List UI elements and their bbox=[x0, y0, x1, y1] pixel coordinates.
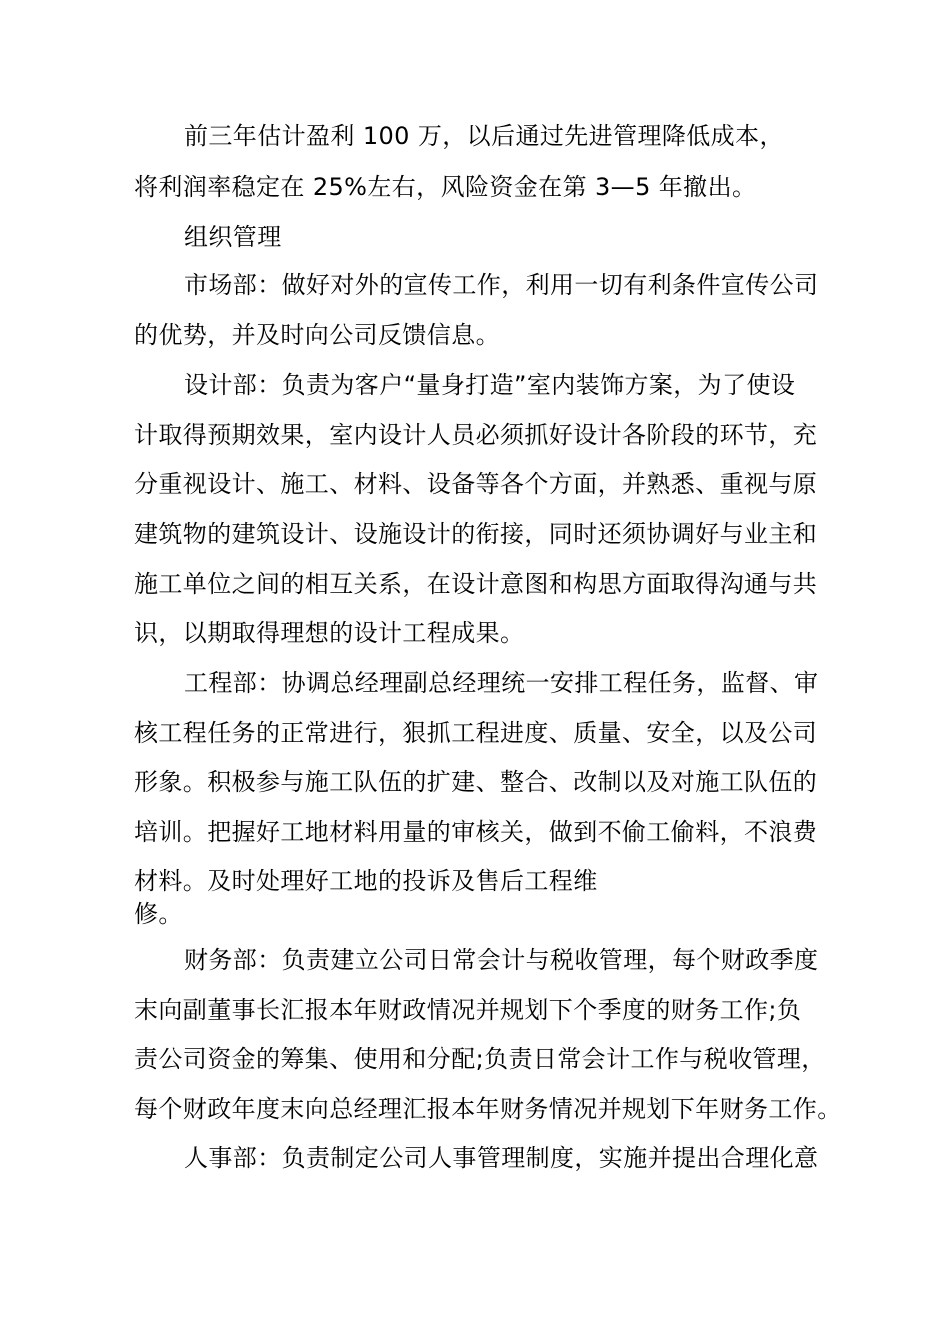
paragraph-line: 末向副董事长汇报本年财政情况并规划下个季度的财务工作;负 bbox=[134, 996, 802, 1024]
paragraph-line: 工程部：协调总经理副总经理统一安排工程任务，监督、审 bbox=[184, 669, 819, 697]
paragraph-line: 每个财政年度末向总经理汇报本年财务情况并规划下年财务工作。 bbox=[134, 1095, 842, 1123]
paragraph-line: 形象。积极参与施工队伍的扩建、整合、改制以及对施工队伍的 bbox=[134, 768, 818, 796]
paragraph-line: 材料。及时处理好工地的投诉及售后工程维 bbox=[134, 867, 598, 895]
paragraph-line: 设计部：负责为客户“量身打造”室内装饰方案，为了使设 bbox=[184, 371, 796, 399]
paragraph-line: 培训。把握好工地材料用量的审核关，做到不偷工偷料，不浪费 bbox=[134, 818, 818, 846]
paragraph-line: 责公司资金的筹集、使用和分配;负责日常会计工作与税收管理， bbox=[134, 1045, 826, 1073]
paragraph-line: 的优势，并及时向公司反馈信息。 bbox=[134, 321, 500, 349]
paragraph-line: 分重视设计、施工、材料、设备等各个方面，并熟悉、重视与原 bbox=[134, 470, 818, 498]
paragraph-line: 计取得预期效果，室内设计人员必须抓好设计各阶段的环节，充 bbox=[134, 421, 818, 449]
paragraph-line: 财务部：负责建立公司日常会计与税收管理，每个财政季度 bbox=[184, 946, 819, 974]
paragraph-line: 将利润率稳定在 25%左右，风险资金在第 3—5 年撤出。 bbox=[134, 173, 757, 201]
paragraph-line: 建筑物的建筑设计、设施设计的衔接，同时还须协调好与业主和 bbox=[134, 520, 818, 548]
paragraph-line: 施工单位之间的相互关系，在设计意图和构思方面取得沟通与共 bbox=[134, 570, 818, 598]
section-heading: 组织管理 bbox=[184, 223, 282, 251]
paragraph-line: 前三年估计盈利 100 万，以后通过先进管理降低成本， bbox=[184, 122, 784, 150]
paragraph-line: 市场部：做好对外的宣传工作，利用一切有利条件宣传公司 bbox=[184, 271, 819, 299]
paragraph-line: 修。 bbox=[134, 900, 183, 928]
paragraph-line: 识，以期取得理想的设计工程成果。 bbox=[134, 619, 525, 647]
paragraph-line: 人事部：负责制定公司人事管理制度，实施并提出合理化意 bbox=[184, 1144, 819, 1172]
paragraph-line: 核工程任务的正常进行，狠抓工程进度、质量、安全，以及公司 bbox=[134, 719, 818, 747]
